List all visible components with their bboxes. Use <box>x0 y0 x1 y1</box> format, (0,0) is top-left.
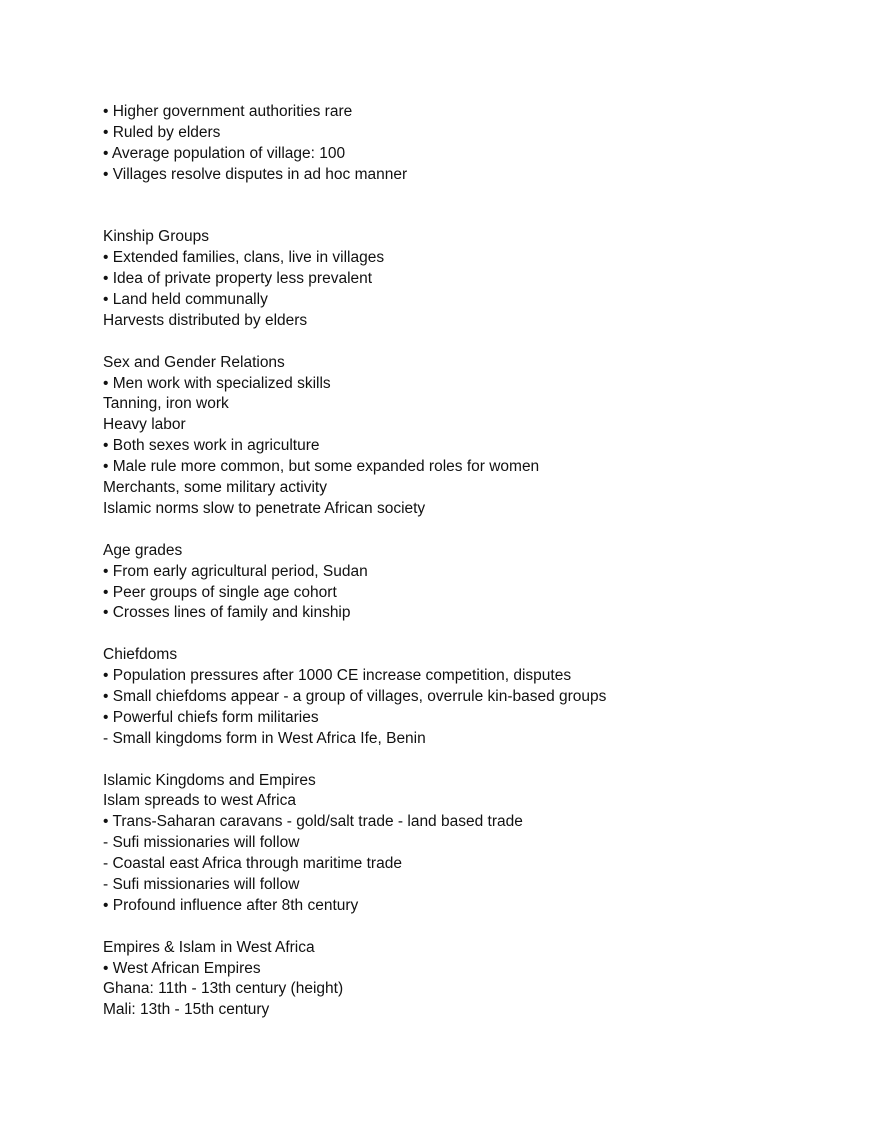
spacer <box>103 917 843 938</box>
text-line: Tanning, iron work <box>103 395 229 413</box>
dash-line: - Sufi missionaries will follow <box>103 875 300 893</box>
bullet-line: • Crosses lines of family and kinship <box>103 604 351 622</box>
section-heading: Sex and Gender Relations <box>103 353 285 371</box>
bullet-line: • Trans-Saharan caravans - gold/salt trade - land based trade <box>103 813 523 831</box>
bullet-line: • Powerful chiefs form militaries <box>103 708 319 726</box>
section-heading: Empires & Islam in West Africa <box>103 938 315 956</box>
text-line: Heavy labor <box>103 416 186 434</box>
dash-line: - Small kingdoms form in West Africa Ife, Benin <box>103 729 426 747</box>
section-heading: Age grades <box>103 541 183 559</box>
text-line: Harvests distributed by elders <box>103 311 308 329</box>
section-age-grades <box>103 541 843 625</box>
bullet-line: • West African Empires <box>103 959 261 977</box>
bullet-line: • Population pressures after 1000 CE increase competition, disputes <box>103 667 572 685</box>
dash-line: - Coastal east Africa through maritime trade <box>103 855 402 873</box>
section-heading: Kinship Groups <box>103 228 209 246</box>
bullet-line: • Male rule more common, but some expanded roles for women <box>103 458 540 476</box>
bullet-line: • Land held communally <box>103 291 268 309</box>
bullet-line: • Higher government authorities rare <box>103 103 353 120</box>
text-line: Islam spreads to west Africa <box>103 792 296 810</box>
bullet-line: • Ruled by elders <box>103 123 221 141</box>
text-line: Islamic norms slow to penetrate African society <box>103 499 426 517</box>
section-heading: Islamic Kingdoms and Empires <box>103 771 316 789</box>
text-line: Merchants, some military activity <box>103 479 327 497</box>
bullet-line: • Idea of private property less prevalent <box>103 270 373 288</box>
section-kinship-groups <box>103 227 843 331</box>
bullet-line: • Profound influence after 8th century <box>103 896 359 914</box>
section-chiefdoms <box>103 645 843 749</box>
dash-line: - Sufi missionaries will follow <box>103 834 300 852</box>
spacer <box>103 750 843 771</box>
text-line: Ghana: 11th - 13th century (height) <box>103 980 344 998</box>
bullet-line: • Small chiefdoms appear - a group of villages, overrule kin-based groups <box>103 687 607 705</box>
section-heading: Chiefdoms <box>103 646 178 664</box>
text-line: Mali: 13th - 15th century <box>103 1001 270 1019</box>
bullet-line: • Extended families, clans, live in villages <box>103 249 385 267</box>
section-empires-islam-west-africa <box>103 938 843 1022</box>
bullet-line: • Both sexes work in agriculture <box>103 437 320 455</box>
spacer <box>103 332 843 353</box>
bullet-line: • Villages resolve disputes in ad hoc manner <box>103 165 408 183</box>
section-village-governance <box>103 102 843 186</box>
bullet-line: • Average population of village: 100 <box>103 144 346 162</box>
section-islamic-kingdoms <box>103 771 843 917</box>
section-sex-gender-relations <box>103 353 843 520</box>
bullet-line: • Men work with specialized skills <box>103 374 331 392</box>
document-page <box>103 102 843 1021</box>
spacer <box>103 186 843 228</box>
bullet-line: • From early agricultural period, Sudan <box>103 562 368 580</box>
spacer <box>103 520 843 541</box>
spacer <box>103 624 843 645</box>
bullet-line: • Peer groups of single age cohort <box>103 583 337 601</box>
